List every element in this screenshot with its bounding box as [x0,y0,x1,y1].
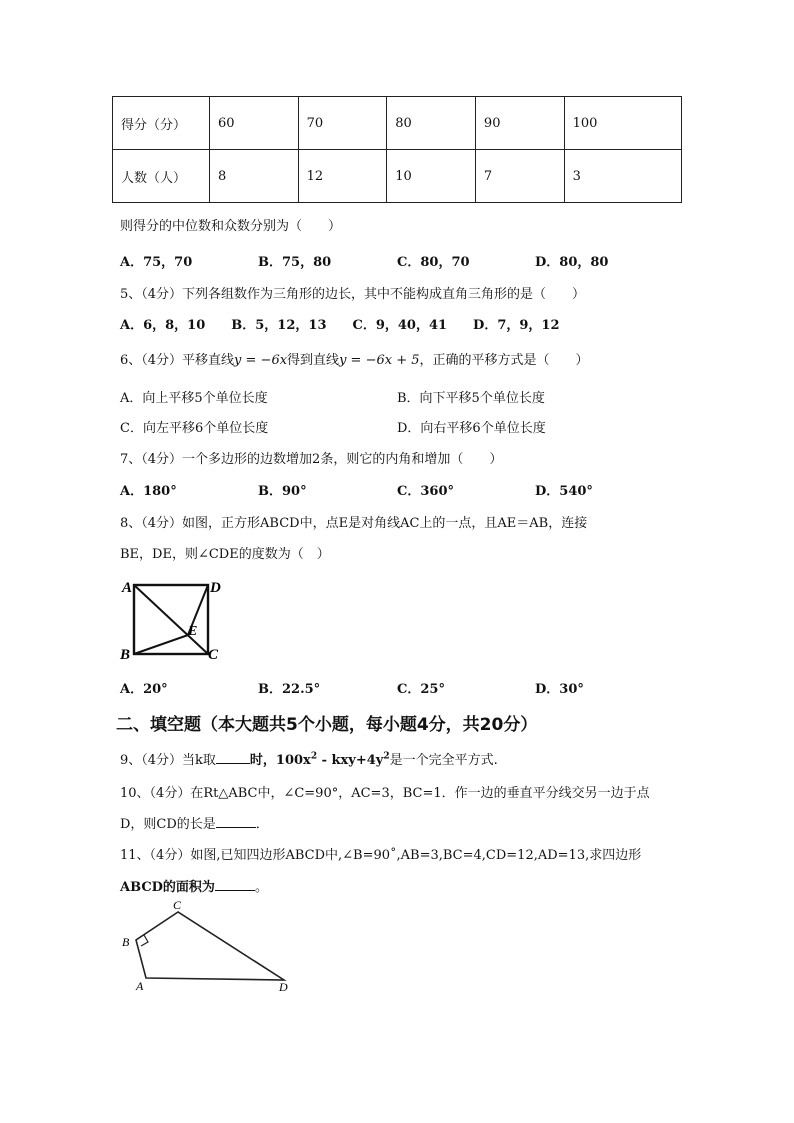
vertex-label-d: D [210,580,221,596]
q8-option-c: C．25° [397,682,445,697]
q5-options: A．6，8，10 B．5，12，13 C．9，40，41 D．7，9，12 [120,318,560,333]
q6-option-b: B．向下平移5个单位长度 [397,391,545,406]
vertex-label-d: D [279,980,288,994]
table-cell: 8 [210,150,299,203]
q8-stem-line1: 8、（4分）如图，正方形ABCD中，点E是对角线AC上的一点，且AE＝AB，连接 [120,516,588,531]
q9-suffix: 是一个完全平方式. [389,753,498,768]
q6-line2-equation: y = −6x + 5 [339,353,420,368]
q10-stem-line1: 10、（4分）在Rt△ABC中，∠C=90°，AC=3，BC=1．作一边的垂直平分线交另一边于点 [120,786,650,801]
point-label-e: E [188,624,198,639]
q9-prefix: 9、（4分）当k取 [120,753,216,768]
vertex-label-a: A [136,979,144,993]
table-row [113,97,682,150]
q9-stem [120,749,498,768]
q7-option-b: B．90° [258,484,307,499]
segment-be [134,635,188,654]
q8-option-b: B．22.5° [258,682,321,697]
q10-answer-blank[interactable] [216,827,256,828]
q7-option-d: D．540° [535,484,593,499]
q8-option-d: D．30° [535,682,584,697]
q7-stem: 7、（4分）一个多边形的边数增加2条，则它的内角和增加（ ） [120,452,503,467]
q9-answer-blank[interactable] [216,763,250,764]
q5-stem: 5、（4分）下列各组数作为三角形的边长，其中不能构成直角三角形的是（ ） [120,287,586,302]
q4-option-c: C．80，70 [397,255,470,270]
vertex-label-b: B [122,935,130,949]
q4-option-a: A．75，70 [120,255,193,270]
q4-option-b: B．75，80 [258,255,332,270]
q10-stem-line2 [120,813,269,832]
table-cell: 7 [475,150,564,203]
q10-prefix: D，则CD的长是 [120,817,216,832]
table-row-label: 人数（人） [113,150,210,203]
q11-prefix: ABCD的面积为 [120,880,215,895]
q10-suffix: ． [255,817,269,832]
score-table [112,96,682,203]
vertex-label-a: A [122,580,133,596]
square-figure [116,575,226,665]
table-cell: 10 [387,150,476,203]
q11-stem-line1: 11、（4分）如图,已知四边形ABCD中,∠B=90˚,AB=3,BC=4,CD=12,AD=13,求四边形 [120,848,642,863]
q11-answer-blank[interactable] [215,890,255,891]
q6-middle: 得到直线 [287,353,340,368]
q6-stem [120,349,589,368]
table-cell: 12 [298,150,387,203]
q6-option-c: C．向左平移6个单位长度 [120,421,269,436]
table-cell: 70 [298,97,387,150]
q9-expression-part2: - kxy+4y [317,753,384,768]
q8-option-a: A．20° [120,682,168,697]
table-row-label: 得分（分） [113,97,210,150]
quadrilateral-figure [116,896,306,996]
table-row [113,150,682,203]
q9-expression-part1: 时，100x [249,753,311,768]
q7-option-c: C．360° [397,484,454,499]
vertex-label-c: C [173,898,182,912]
q6-line1-equation: y = −6x [234,353,288,368]
section-heading: 二、填空题（本大题共5个小题，每小题4分，共20分） [116,715,538,735]
table-cell: 60 [210,97,299,150]
q9-exponent1: 2 [310,751,318,762]
q11-suffix: 。 [254,880,268,895]
table-cell: 100 [564,97,681,150]
q8-stem-line2: BE，DE，则∠CDE的度数为（ ） [120,547,330,562]
table-cell: 3 [564,150,681,203]
diagonal-ac [134,585,208,654]
q6-suffix: ，正确的平移方式是（ ） [419,353,589,368]
q7-option-a: A．180° [120,484,177,499]
quadrilateral-outline [136,912,284,980]
vertex-label-b: B [120,647,131,663]
q6-option-a: A．向上平移5个单位长度 [120,391,268,406]
q4-stem: 则得分的中位数和众数分别为（ ） [120,219,342,234]
q6-option-d: D．向右平移6个单位长度 [397,421,546,436]
q11-stem-line2 [120,876,268,895]
table-cell: 80 [387,97,476,150]
table-cell: 90 [475,97,564,150]
q4-option-d: D．80，80 [535,255,609,270]
vertex-label-c: C [208,647,219,663]
q6-prefix: 6、（4分）平移直线 [120,353,235,368]
q9-exponent2: 2 [383,751,390,762]
